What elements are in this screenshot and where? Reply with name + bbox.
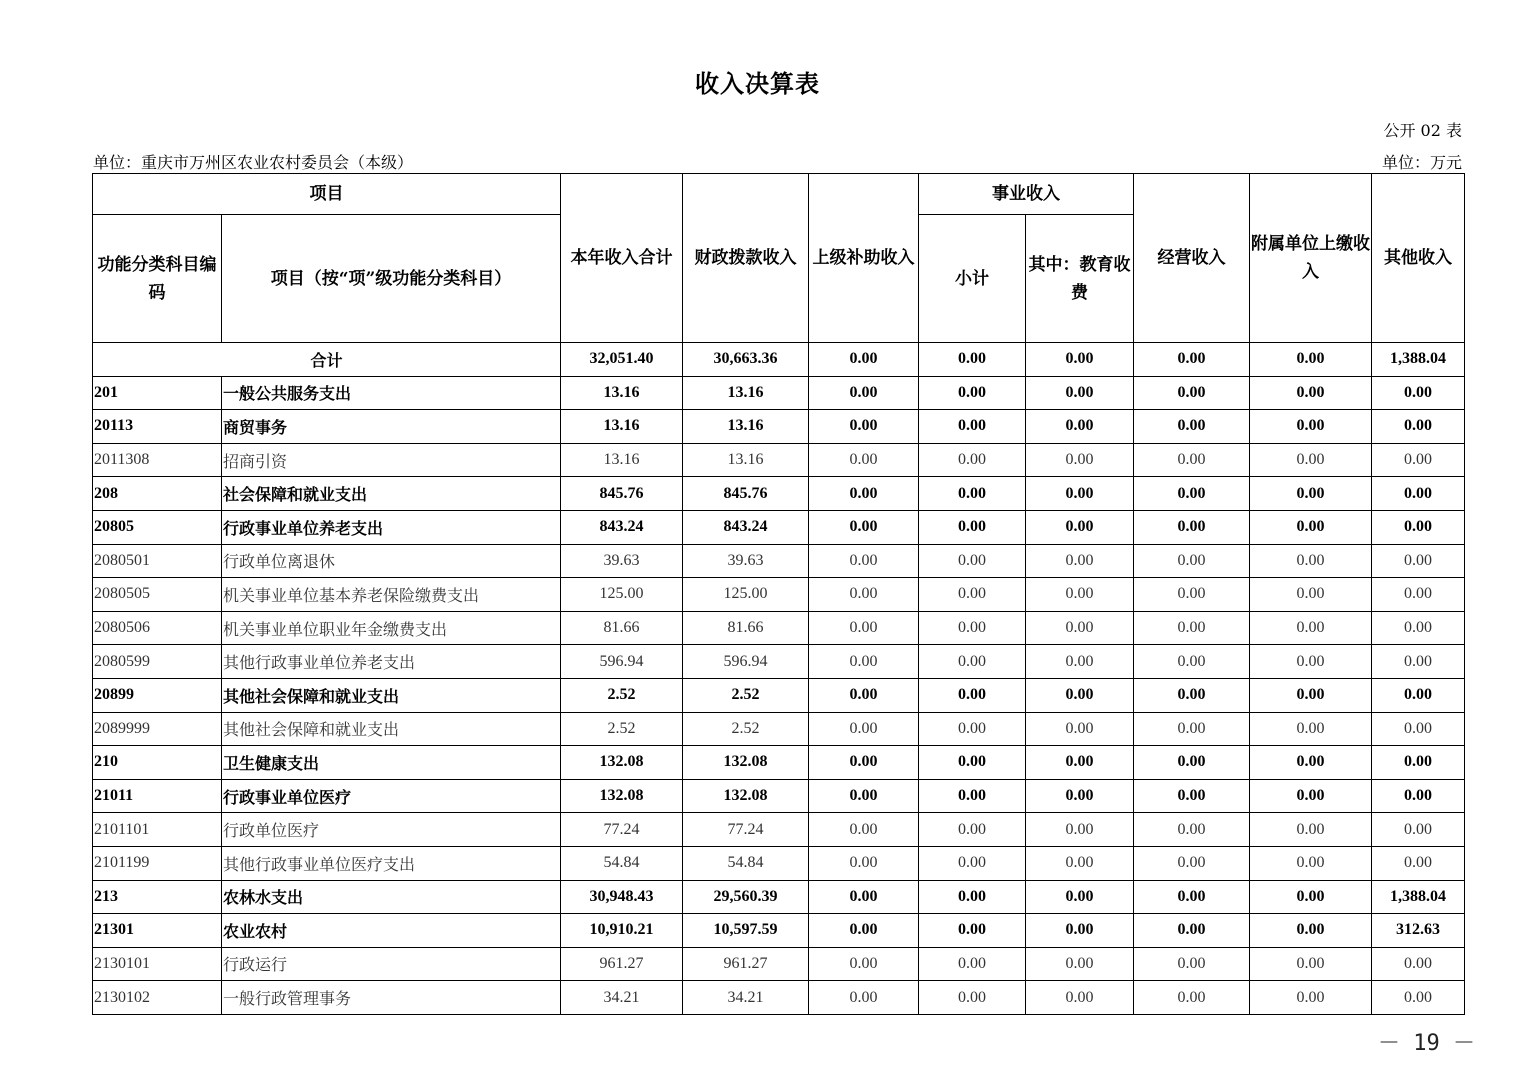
amount-cell: 0.00 [809,611,919,645]
amount-cell: 2.52 [561,678,683,712]
function-code-cell: 2080501 [93,544,222,578]
table-row [93,645,1465,679]
amount-cell: 39.63 [561,544,683,578]
amount-cell: 132.08 [561,779,683,813]
amount-cell: 0.00 [1250,544,1372,578]
amount-cell: 0.00 [1134,410,1250,444]
amount-cell: 0.00 [1026,981,1134,1015]
amount-cell: 0.00 [1372,746,1465,780]
amount-cell: 0.00 [809,510,919,544]
amount-cell: 0.00 [1026,611,1134,645]
amount-cell: 0.00 [919,880,1026,914]
amount-cell: 0.00 [919,578,1026,612]
table-row [93,981,1465,1015]
total-label: 合计 [93,343,561,377]
header-operating-income: 经营收入 [1134,174,1250,343]
amount-cell: 29,560.39 [683,880,809,914]
amount-cell: 54.84 [683,846,809,880]
header-business-income: 事业收入 [919,174,1134,215]
amount-cell: 0.00 [1134,510,1250,544]
amount-cell: 13.16 [683,376,809,410]
amount-cell: 0.00 [1250,410,1372,444]
table-row [93,746,1465,780]
header-total-income: 本年收入合计 [561,174,683,343]
amount-cell: 0.00 [919,914,1026,948]
amount-cell: 13.16 [683,443,809,477]
amount-cell: 0.00 [1250,443,1372,477]
amount-cell: 0.00 [1134,880,1250,914]
amount-cell: 0.00 [809,443,919,477]
amount-cell: 0.00 [809,813,919,847]
amount-cell: 0.00 [919,477,1026,511]
amount-cell: 0.00 [1372,578,1465,612]
amount-cell: 0.00 [1026,678,1134,712]
amount-cell: 77.24 [683,813,809,847]
amount-cell: 2.52 [683,678,809,712]
item-name-cell: 其他社会保障和就业支出 [222,712,561,746]
amount-cell: 0.00 [919,981,1026,1015]
item-name-cell: 机关事业单位基本养老保险缴费支出 [222,578,561,612]
amount-cell: 125.00 [561,578,683,612]
amount-cell: 0.00 [1134,712,1250,746]
item-name-cell: 行政单位医疗 [222,813,561,847]
amount-cell: 10,597.59 [683,914,809,948]
amount-cell: 0.00 [1250,712,1372,746]
item-name-cell: 其他社会保障和就业支出 [222,678,561,712]
amount-cell: 0.00 [809,410,919,444]
amount-cell: 0.00 [1372,645,1465,679]
amount-cell: 132.08 [683,746,809,780]
function-code-cell: 2130101 [93,947,222,981]
amount-cell: 0.00 [1134,544,1250,578]
amount-cell: 0.00 [1026,914,1134,948]
table-row [93,376,1465,410]
amount-cell: 845.76 [561,477,683,511]
amount-cell: 0.00 [1372,678,1465,712]
amount-cell: 0.00 [809,947,919,981]
amount-cell: 0.00 [1134,779,1250,813]
amount-cell: 0.00 [1026,846,1134,880]
amount-cell: 0.00 [1372,846,1465,880]
amount-cell: 0.00 [1372,712,1465,746]
amount-cell: 0.00 [1026,779,1134,813]
page-title: 收入决算表 [695,69,820,98]
function-code-cell: 208 [93,477,222,511]
function-code-cell: 2080505 [93,578,222,612]
amount-cell: 0.00 [1250,376,1372,410]
header-fiscal-allocation: 财政拨款收入 [683,174,809,343]
item-name-cell: 机关事业单位职业年金缴费支出 [222,611,561,645]
amount-cell: 0.00 [1026,947,1134,981]
amount-cell: 0.00 [1026,880,1134,914]
amount-cell: 843.24 [561,510,683,544]
amount-cell: 0.00 [919,410,1026,444]
function-code-cell: 2101101 [93,813,222,847]
table-row [93,712,1465,746]
table-row [93,779,1465,813]
amount-cell: 1,388.04 [1372,880,1465,914]
amount-cell: 13.16 [561,443,683,477]
header-item: 项目 [93,174,561,215]
amount-cell: 0.00 [1250,914,1372,948]
amount-cell: 0.00 [809,880,919,914]
total-cell: 0.00 [919,343,1026,377]
header-function-code: 功能分类科目编码 [93,215,222,343]
table-row [93,678,1465,712]
amount-cell: 0.00 [1372,779,1465,813]
function-code-cell: 2080506 [93,611,222,645]
amount-cell: 0.00 [1250,477,1372,511]
header-subtotal: 小计 [919,215,1026,343]
amount-cell: 0.00 [1250,880,1372,914]
total-cell: 0.00 [1250,343,1372,377]
header-superior-subsidy: 上级补助收入 [809,174,919,343]
amount-cell: 0.00 [809,544,919,578]
item-name-cell: 其他行政事业单位养老支出 [222,645,561,679]
amount-cell: 0.00 [1372,813,1465,847]
amount-cell: 34.21 [683,981,809,1015]
amount-cell: 0.00 [809,477,919,511]
amount-cell: 0.00 [1026,410,1134,444]
amount-cell: 0.00 [809,981,919,1015]
header-other-income: 其他收入 [1372,174,1465,343]
unit-organization: 单位：重庆市万州区农业农村委员会（本级） [93,153,414,172]
amount-cell: 2.52 [683,712,809,746]
item-name-cell: 卫生健康支出 [222,746,561,780]
amount-cell: 0.00 [1026,544,1134,578]
amount-cell: 0.00 [1134,813,1250,847]
amount-cell: 132.08 [683,779,809,813]
amount-cell: 0.00 [809,678,919,712]
table-row [93,914,1465,948]
item-name-cell: 行政事业单位医疗 [222,779,561,813]
amount-cell: 0.00 [1134,645,1250,679]
amount-cell: 30,948.43 [561,880,683,914]
item-name-cell: 行政单位离退休 [222,544,561,578]
amount-cell: 0.00 [919,846,1026,880]
amount-cell: 0.00 [1026,813,1134,847]
amount-cell: 0.00 [1026,510,1134,544]
function-code-cell: 2101199 [93,846,222,880]
amount-cell: 0.00 [1250,779,1372,813]
amount-cell: 0.00 [1372,544,1465,578]
amount-cell: 0.00 [919,510,1026,544]
amount-cell: 2.52 [561,712,683,746]
amount-cell: 843.24 [683,510,809,544]
table-row [93,544,1465,578]
amount-cell: 0.00 [919,813,1026,847]
amount-cell: 0.00 [1026,746,1134,780]
amount-cell: 0.00 [919,712,1026,746]
item-name-cell: 农业农村 [222,914,561,948]
form-number: 公开 02 表 [1383,121,1462,140]
amount-cell: 0.00 [1134,443,1250,477]
function-code-cell: 21011 [93,779,222,813]
table-row [93,477,1465,511]
amount-cell: 0.00 [1372,443,1465,477]
amount-cell: 0.00 [1250,578,1372,612]
amount-cell: 34.21 [561,981,683,1015]
amount-cell: 13.16 [561,410,683,444]
total-cell: 0.00 [1134,343,1250,377]
amount-cell: 961.27 [683,947,809,981]
table-row [93,947,1465,981]
amount-cell: 0.00 [1250,645,1372,679]
amount-cell: 0.00 [1134,578,1250,612]
amount-cell: 0.00 [1250,611,1372,645]
amount-cell: 0.00 [1250,510,1372,544]
amount-cell: 0.00 [919,611,1026,645]
table-row [93,443,1465,477]
function-code-cell: 2130102 [93,981,222,1015]
item-name-cell: 招商引资 [222,443,561,477]
amount-cell: 0.00 [1026,712,1134,746]
income-final-accounts-table [92,173,1465,1015]
amount-cell: 132.08 [561,746,683,780]
table-row [93,410,1465,444]
item-name-cell: 行政运行 [222,947,561,981]
amount-cell: 13.16 [683,410,809,444]
header-education-fee: 其中：教育收费 [1026,215,1134,343]
amount-cell: 0.00 [1026,645,1134,679]
amount-cell: 0.00 [809,578,919,612]
amount-cell: 845.76 [683,477,809,511]
amount-cell: 0.00 [919,746,1026,780]
amount-cell: 0.00 [809,712,919,746]
total-cell: 0.00 [809,343,919,377]
amount-cell: 0.00 [919,678,1026,712]
amount-cell: 0.00 [1372,947,1465,981]
amount-cell: 10,910.21 [561,914,683,948]
amount-cell: 0.00 [809,846,919,880]
amount-cell: 596.94 [683,645,809,679]
amount-cell: 0.00 [919,947,1026,981]
amount-cell: 0.00 [1026,578,1134,612]
amount-cell: 0.00 [1134,846,1250,880]
table-row [93,578,1465,612]
amount-cell: 0.00 [1134,947,1250,981]
function-code-cell: 20805 [93,510,222,544]
amount-cell: 0.00 [1134,914,1250,948]
amount-cell: 0.00 [1026,376,1134,410]
amount-cell: 0.00 [809,779,919,813]
amount-cell: 54.84 [561,846,683,880]
function-code-cell: 21301 [93,914,222,948]
function-code-cell: 2080599 [93,645,222,679]
amount-cell: 81.66 [561,611,683,645]
item-name-cell: 商贸事务 [222,410,561,444]
table-row [93,510,1465,544]
amount-cell: 0.00 [919,376,1026,410]
amount-cell: 312.63 [1372,914,1465,948]
amount-cell: 961.27 [561,947,683,981]
total-cell: 1,388.04 [1372,343,1465,377]
amount-cell: 0.00 [1134,376,1250,410]
function-code-cell: 213 [93,880,222,914]
amount-cell: 0.00 [1250,746,1372,780]
function-code-cell: 20899 [93,678,222,712]
amount-cell: 0.00 [919,443,1026,477]
amount-cell: 0.00 [1372,611,1465,645]
item-name-cell: 农林水支出 [222,880,561,914]
function-code-cell: 210 [93,746,222,780]
amount-cell: 0.00 [919,645,1026,679]
amount-cell: 0.00 [1250,981,1372,1015]
amount-cell: 125.00 [683,578,809,612]
function-code-cell: 201 [93,376,222,410]
function-code-cell: 2011308 [93,443,222,477]
item-name-cell: 其他行政事业单位医疗支出 [222,846,561,880]
amount-cell: 0.00 [1372,376,1465,410]
amount-cell: 0.00 [1372,410,1465,444]
amount-cell: 0.00 [1372,477,1465,511]
amount-cell: 0.00 [809,376,919,410]
amount-cell: 13.16 [561,376,683,410]
total-row [93,343,1465,377]
amount-cell: 0.00 [1134,477,1250,511]
table-row [93,846,1465,880]
total-cell: 30,663.36 [683,343,809,377]
amount-cell: 0.00 [1134,746,1250,780]
amount-cell: 81.66 [683,611,809,645]
item-name-cell: 一般公共服务支出 [222,376,561,410]
header-item-name: 项目（按“项”级功能分类科目） [222,215,561,343]
function-code-cell: 2089999 [93,712,222,746]
amount-cell: 0.00 [1250,947,1372,981]
total-cell: 32,051.40 [561,343,683,377]
amount-cell: 0.00 [809,746,919,780]
amount-cell: 596.94 [561,645,683,679]
table-row [93,880,1465,914]
item-name-cell: 一般行政管理事务 [222,981,561,1015]
item-name-cell: 社会保障和就业支出 [222,477,561,511]
amount-cell: 0.00 [1372,981,1465,1015]
total-cell: 0.00 [1026,343,1134,377]
function-code-cell: 20113 [93,410,222,444]
amount-cell: 0.00 [1134,678,1250,712]
unit-currency: 单位：万元 [1381,153,1462,172]
amount-cell: 0.00 [1250,813,1372,847]
header-affiliated-income: 附属单位上缴收入 [1250,174,1372,343]
amount-cell: 0.00 [809,914,919,948]
table-row [93,611,1465,645]
amount-cell: 0.00 [1134,981,1250,1015]
amount-cell: 77.24 [561,813,683,847]
amount-cell: 0.00 [919,779,1026,813]
amount-cell: 39.63 [683,544,809,578]
amount-cell: 0.00 [809,645,919,679]
page-number: － 19 － [1378,1031,1475,1056]
amount-cell: 0.00 [1372,510,1465,544]
amount-cell: 0.00 [1134,611,1250,645]
amount-cell: 0.00 [1250,678,1372,712]
amount-cell: 0.00 [1026,443,1134,477]
amount-cell: 0.00 [1026,477,1134,511]
item-name-cell: 行政事业单位养老支出 [222,510,561,544]
amount-cell: 0.00 [919,544,1026,578]
amount-cell: 0.00 [1250,846,1372,880]
table-row [93,813,1465,847]
